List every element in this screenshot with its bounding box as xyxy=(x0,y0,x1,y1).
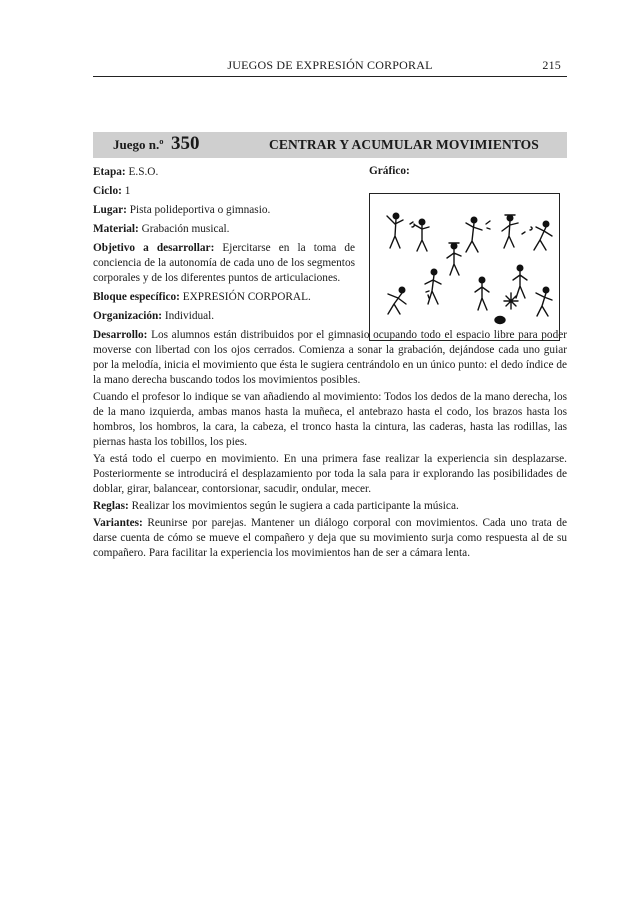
game-title: CENTRAR Y ACUMULAR MOVIMIENTOS xyxy=(269,137,539,152)
bloque-field xyxy=(93,290,355,305)
bloque-value: EXPRESIÓN CORPORAL. xyxy=(182,291,311,303)
running-header xyxy=(93,58,567,77)
game-content xyxy=(93,165,567,563)
objetivo-field xyxy=(93,241,355,286)
variantes-paragraph xyxy=(93,516,567,561)
grafico-label: Gráfico: xyxy=(369,165,410,177)
game-number: 350 xyxy=(171,133,200,154)
desarrollo-text: Los alumnos están distribuidos por el gimnasio ocupando todo el espacio libre para poder moverse con libertad con los ojos cerrados. Comienza a sonar la grabación, dejándose cada uno guiar por la melodía, inicia el movimiento que ésta le sugiera centrándolo en un único punto: el dedo índice de la mano derecha buscando todos los movimientos posibles. xyxy=(93,329,568,386)
material-value: Grabación musical. xyxy=(141,223,230,235)
ciclo-value: 1 xyxy=(124,185,131,197)
game-number-label: Juego n.º xyxy=(113,137,164,152)
organizacion-label: Organización: xyxy=(93,310,163,322)
etapa-field xyxy=(93,165,355,180)
etapa-value: E.S.O. xyxy=(128,166,159,178)
fields-column xyxy=(93,165,355,324)
paragraph-3: Ya está todo el cuerpo en movimiento. En una primera fase realizar la experiencia sin desplazarse. Posteriormente se introducirá el desplazamiento por toda la sala para ir explorando las posibilidades de doblar, girar, balancear, contorsionar, sacudir, ondular, mecer. xyxy=(93,453,567,495)
bloque-label: Bloque específico: xyxy=(93,291,180,303)
lugar-field xyxy=(93,203,355,218)
variantes-text: Reunirse por parejas. Mantener un diálogo corporal con movimientos. Cada uno trata de darse cuenta de cómo se mueve el compañero y deja que su movimiento surja como respuesta al de su compañero. Para facilitar la experiencia los movimientos han de ser a cámara lenta. xyxy=(93,517,567,559)
game-title-bar xyxy=(93,132,567,158)
desarrollo-label: Desarrollo: xyxy=(93,329,148,341)
reglas-paragraph xyxy=(93,499,567,514)
ciclo-field xyxy=(93,184,355,199)
objetivo-label: Objetivo a desarrollar: xyxy=(93,242,215,254)
reglas-label: Reglas: xyxy=(93,500,129,512)
reglas-text: Realizar los movimientos según le sugiera a cada participante la música. xyxy=(131,500,459,512)
lugar-label: Lugar: xyxy=(93,204,127,216)
variantes-label: Variantes: xyxy=(93,517,143,529)
objetivo-value: Ejercitarse en la toma de conciencia de la autonomía de cada uno de los segmentos corporales y de los diferentes puntos de articulaciones. xyxy=(93,242,356,284)
desarrollo-paragraph xyxy=(93,328,567,388)
running-title: JUEGOS DE EXPRESIÓN CORPORAL xyxy=(227,58,433,72)
lugar-value: Pista polideportiva o gimnasio. xyxy=(129,204,271,216)
organizacion-field xyxy=(93,309,355,324)
ciclo-label: Ciclo: xyxy=(93,185,122,197)
paragraph-2: Cuando el profesor lo indique se van añadiendo al movimiento: Todos los dedos de la mano derecha, los de la mano izquierda, ambas manos hasta la muñeca, el antebrazo hasta el codo, los brazos hasta los hombros, los hombros, la cara, la cabeza, el tronco hasta la cintura, las caderas, hasta las rodillas, las piernas hasta los tobillos, los pies. xyxy=(93,391,567,448)
page-number: 215 xyxy=(542,58,561,72)
etapa-label: Etapa: xyxy=(93,166,126,178)
material-label: Material: xyxy=(93,223,139,235)
organizacion-value: Individual. xyxy=(164,310,215,322)
material-field xyxy=(93,222,355,237)
